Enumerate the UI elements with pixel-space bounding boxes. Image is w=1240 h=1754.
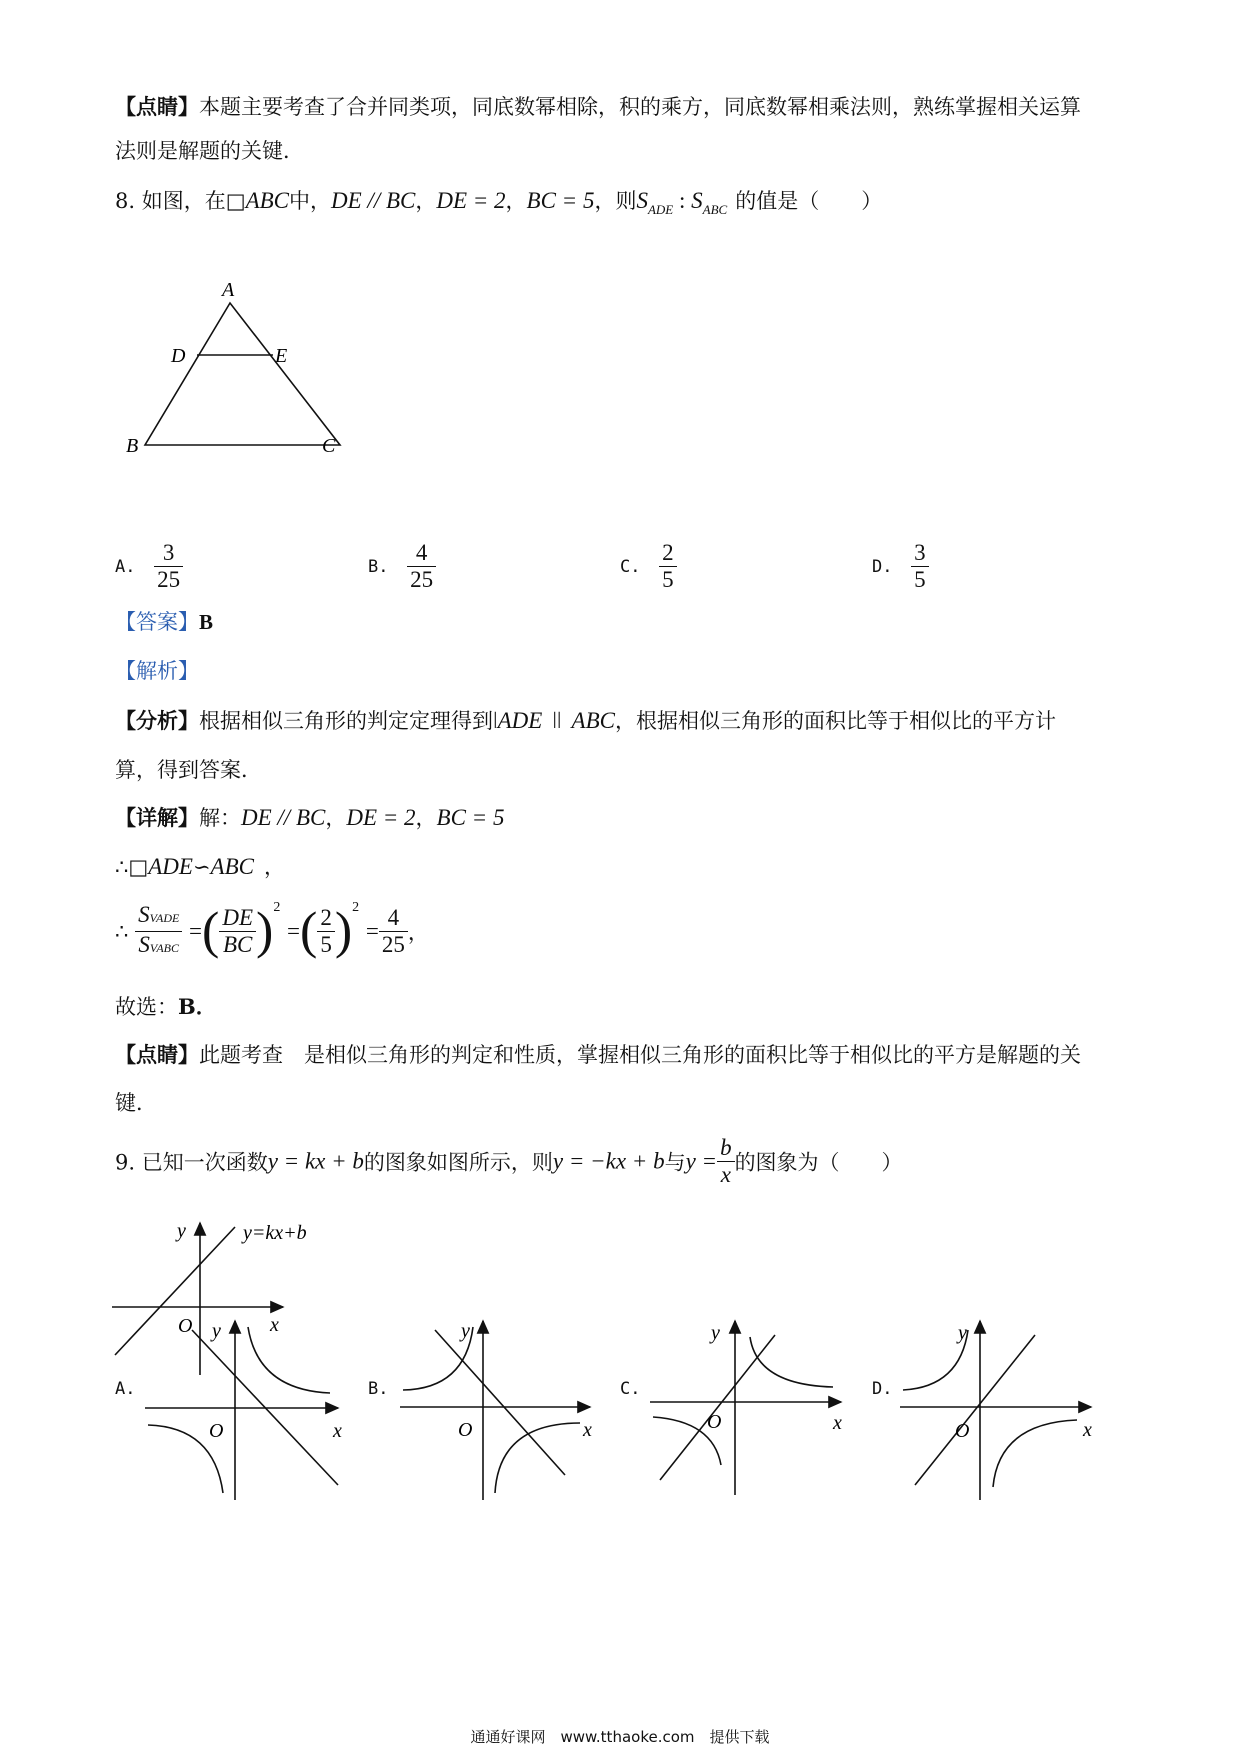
- q9-formula2: y = −kx + b: [552, 1148, 665, 1174]
- q9-option-c-label[interactable]: [620, 1375, 640, 1399]
- q8-colon: :: [673, 188, 692, 213]
- q7-note-line2: 法则是解题的关键．: [115, 139, 304, 163]
- q8-option-c[interactable]: [620, 540, 677, 593]
- therefore-symbol: ∴: [115, 855, 129, 879]
- de-bc-ratio: [219, 905, 256, 958]
- two-five-ratio: [317, 905, 335, 958]
- option-label: B.: [368, 1379, 389, 1399]
- area-ratio-den: [135, 932, 182, 961]
- s: S: [138, 902, 150, 927]
- denominator: x: [720, 1162, 731, 1187]
- vertex-a-label: A: [222, 279, 235, 301]
- detail-cond1: DE // BC: [241, 805, 326, 830]
- denominator: 25: [381, 932, 405, 957]
- option-label: C.: [620, 557, 641, 577]
- q8-fenxi-line2: 算，得到答案．: [115, 758, 262, 782]
- q9-option-d-graph[interactable]: [895, 1315, 1110, 1505]
- origin-label: O: [707, 1411, 722, 1433]
- origin-label: O: [178, 1315, 193, 1337]
- q7-note-text1: 本题主要考查了合并同类项，同底数幂相除，积的乘方，同底数幂相乘法则，熟练掌握相关运算: [199, 95, 1081, 119]
- q8-option-d[interactable]: [872, 540, 929, 593]
- q7-note-tag: 【点睛】: [115, 94, 199, 119]
- paren-close: ): [334, 902, 353, 960]
- s: S: [138, 932, 150, 957]
- fenxi-tri-ade: ADE: [497, 708, 543, 733]
- q8-similar-line: [115, 852, 285, 882]
- s-sub: VADE: [149, 911, 180, 925]
- q9-option-b-label[interactable]: [368, 1375, 388, 1399]
- option-label: A.: [115, 1379, 136, 1399]
- equals: =: [287, 918, 300, 944]
- q8-s1: S: [636, 188, 648, 213]
- power: 2: [352, 900, 360, 915]
- triangle-figure: [120, 265, 360, 475]
- numerator: b: [717, 1135, 735, 1162]
- q8-cond2: DE = 2: [436, 188, 506, 213]
- q8-s1-sub: ADE: [647, 202, 674, 217]
- equals: =: [189, 918, 202, 944]
- origin-label: O: [458, 1419, 473, 1441]
- eq-end: ，: [407, 920, 429, 945]
- vertex-c-label: C: [322, 435, 336, 457]
- q9-formula3-y: y =: [685, 1148, 718, 1174]
- fenxi-text-b: ，根据相似三角形的面积比等于相似比的平方计: [615, 709, 1056, 733]
- detail-cond2: DE = 2: [346, 805, 416, 830]
- power: 2: [273, 900, 281, 915]
- q8-note-line2: 键．: [115, 1091, 157, 1115]
- q7-note-line1: [115, 92, 1081, 122]
- tri-box: □: [128, 855, 149, 879]
- q8-then: ，则: [594, 189, 637, 213]
- fenxi-tag: 【分析】: [115, 708, 199, 733]
- q8-fenxi-line1: [115, 706, 1056, 736]
- option-label: A.: [115, 557, 136, 577]
- detail-sep1: ，: [325, 806, 347, 830]
- q8-abc: ABC: [245, 188, 290, 213]
- therefore-symbol: ∴: [115, 919, 129, 944]
- q9-formula3-frac: [717, 1135, 735, 1188]
- q9-stem: [115, 1135, 903, 1188]
- detail-cond3: BC = 5: [436, 805, 505, 830]
- y-axis-label: y: [958, 1322, 967, 1344]
- sim-bars: ǀǀ: [552, 708, 562, 733]
- paren-close: ): [256, 902, 274, 960]
- denominator: 5: [320, 932, 332, 957]
- q8-option-b[interactable]: [368, 540, 436, 593]
- numerator: DE: [219, 905, 256, 932]
- y-axis-label: y: [711, 1322, 720, 1344]
- s-sub: VABC: [149, 941, 179, 955]
- detail-text: 解：: [199, 806, 241, 830]
- answer-value: B: [199, 610, 214, 634]
- q8-analysis-tag: [115, 656, 199, 686]
- result-fraction: [379, 905, 408, 958]
- hyperbola-q1: [248, 1327, 330, 1393]
- sim-end: ，: [264, 855, 285, 879]
- numerator: 3: [154, 540, 183, 567]
- note-text1: 此题考查 是相似三角形的判定和性质，掌握相似三角形的面积比等于相似比的平方是解题的关: [199, 1043, 1081, 1067]
- detail-sep2: ，: [415, 806, 437, 830]
- option-fraction: [659, 540, 677, 593]
- q9-option-b-graph[interactable]: [395, 1315, 610, 1505]
- fenxi-text-a: 根据相似三角形的判定定理得到: [199, 709, 493, 733]
- option-label: D.: [872, 557, 893, 577]
- q8-sep2: ，: [505, 189, 527, 213]
- q8-detail-line: [115, 803, 504, 833]
- q9-option-a-graph[interactable]: [140, 1315, 360, 1505]
- q9-tail: 的图象为（ ）: [734, 1150, 903, 1175]
- y-axis-label: y: [461, 1320, 470, 1342]
- option-label: C.: [620, 1379, 641, 1399]
- x-axis-label: x: [833, 1412, 842, 1434]
- q8-tail: 的值是（ ）: [735, 189, 883, 213]
- origin-label: O: [209, 1420, 224, 1442]
- q9-formula1: y = kx + b: [267, 1148, 364, 1174]
- detail-tag: 【详解】: [115, 805, 199, 830]
- q9-option-c-graph[interactable]: [645, 1315, 860, 1500]
- sim-symbol: ∽: [192, 855, 211, 879]
- paren-open: (: [202, 902, 220, 960]
- option-fraction: [911, 540, 929, 593]
- triangle-abc: [145, 303, 340, 445]
- area-ratio: [135, 902, 182, 961]
- vertex-e-label: E: [275, 345, 288, 367]
- numerator: 2: [317, 905, 335, 932]
- q9-mid1: 的图象如图所示，则: [363, 1150, 553, 1175]
- denominator: BC: [222, 932, 253, 957]
- vertex-b-label: B: [126, 435, 139, 457]
- q9-option-a-label[interactable]: [115, 1375, 135, 1399]
- paren-open: (: [300, 902, 318, 960]
- area-ratio-num: [135, 902, 182, 932]
- q8-s2: S: [691, 188, 703, 213]
- q8-triangle-symbol: □: [225, 189, 246, 213]
- q8-s2-sub: ABC: [702, 202, 728, 217]
- hyperbola-q4: [993, 1420, 1077, 1487]
- line-graph: [435, 1330, 565, 1475]
- sim-abc: ABC: [210, 854, 254, 879]
- q8-mid: 中，: [289, 189, 332, 213]
- line-graph: [915, 1335, 1035, 1485]
- numerator: 4: [379, 905, 408, 932]
- answer-tag: 【答案】: [115, 610, 199, 634]
- q8-stem: [115, 186, 882, 225]
- q9-mid2: 与: [664, 1150, 686, 1175]
- q9-option-d-label[interactable]: [872, 1375, 892, 1399]
- sim-bar: ǀ: [493, 708, 498, 733]
- denominator: 25: [410, 567, 434, 592]
- option-label: D.: [872, 1379, 893, 1399]
- x-axis-label: x: [270, 1314, 279, 1336]
- q8-number: 8. 如图，在: [115, 189, 226, 213]
- note-tag: 【点睛】: [115, 1042, 199, 1067]
- fenxi-tri-abc: ABC: [571, 708, 615, 733]
- hyperbola-q4: [495, 1423, 580, 1493]
- vertex-d-label: D: [171, 345, 186, 367]
- q8-cond3: BC = 5: [526, 188, 595, 213]
- q8-answer-line: [115, 607, 213, 637]
- numerator: 2: [659, 540, 677, 567]
- sim-ade: ADE: [148, 854, 193, 879]
- choose-value: B．: [178, 994, 217, 1019]
- page-footer: 通通好课网 www.tthaoke.com 提供下载: [470, 1728, 770, 1746]
- q8-cond1: DE // BC: [331, 188, 416, 213]
- x-axis-label: x: [1083, 1419, 1092, 1441]
- q8-choose-line: [115, 992, 217, 1022]
- option-fraction: [407, 540, 436, 593]
- q8-note-line1: [115, 1040, 1081, 1070]
- denominator: 5: [914, 567, 926, 592]
- numerator: 4: [407, 540, 436, 567]
- q8-ratio-equation: [115, 900, 429, 961]
- hyperbola-q1: [750, 1337, 833, 1387]
- numerator: 3: [911, 540, 929, 567]
- choose-tag: 故选：: [115, 995, 178, 1019]
- analysis-tag: 【解析】: [115, 659, 199, 683]
- y-axis-label: y: [177, 1220, 186, 1242]
- q9-number: 9. 已知一次函数: [115, 1150, 268, 1175]
- option-label: B.: [368, 557, 389, 577]
- y-axis-label: y: [212, 1320, 221, 1342]
- denominator: 5: [662, 567, 674, 592]
- q8-option-a[interactable]: [115, 540, 183, 593]
- denominator: 25: [157, 567, 181, 592]
- line-label: y=kx+b: [243, 1222, 307, 1244]
- q8-sep1: ，: [415, 189, 437, 213]
- x-axis-label: x: [583, 1419, 592, 1441]
- equals: =: [365, 918, 379, 944]
- origin-label: O: [955, 1420, 970, 1442]
- option-fraction: [154, 540, 183, 593]
- x-axis-label: x: [333, 1420, 342, 1442]
